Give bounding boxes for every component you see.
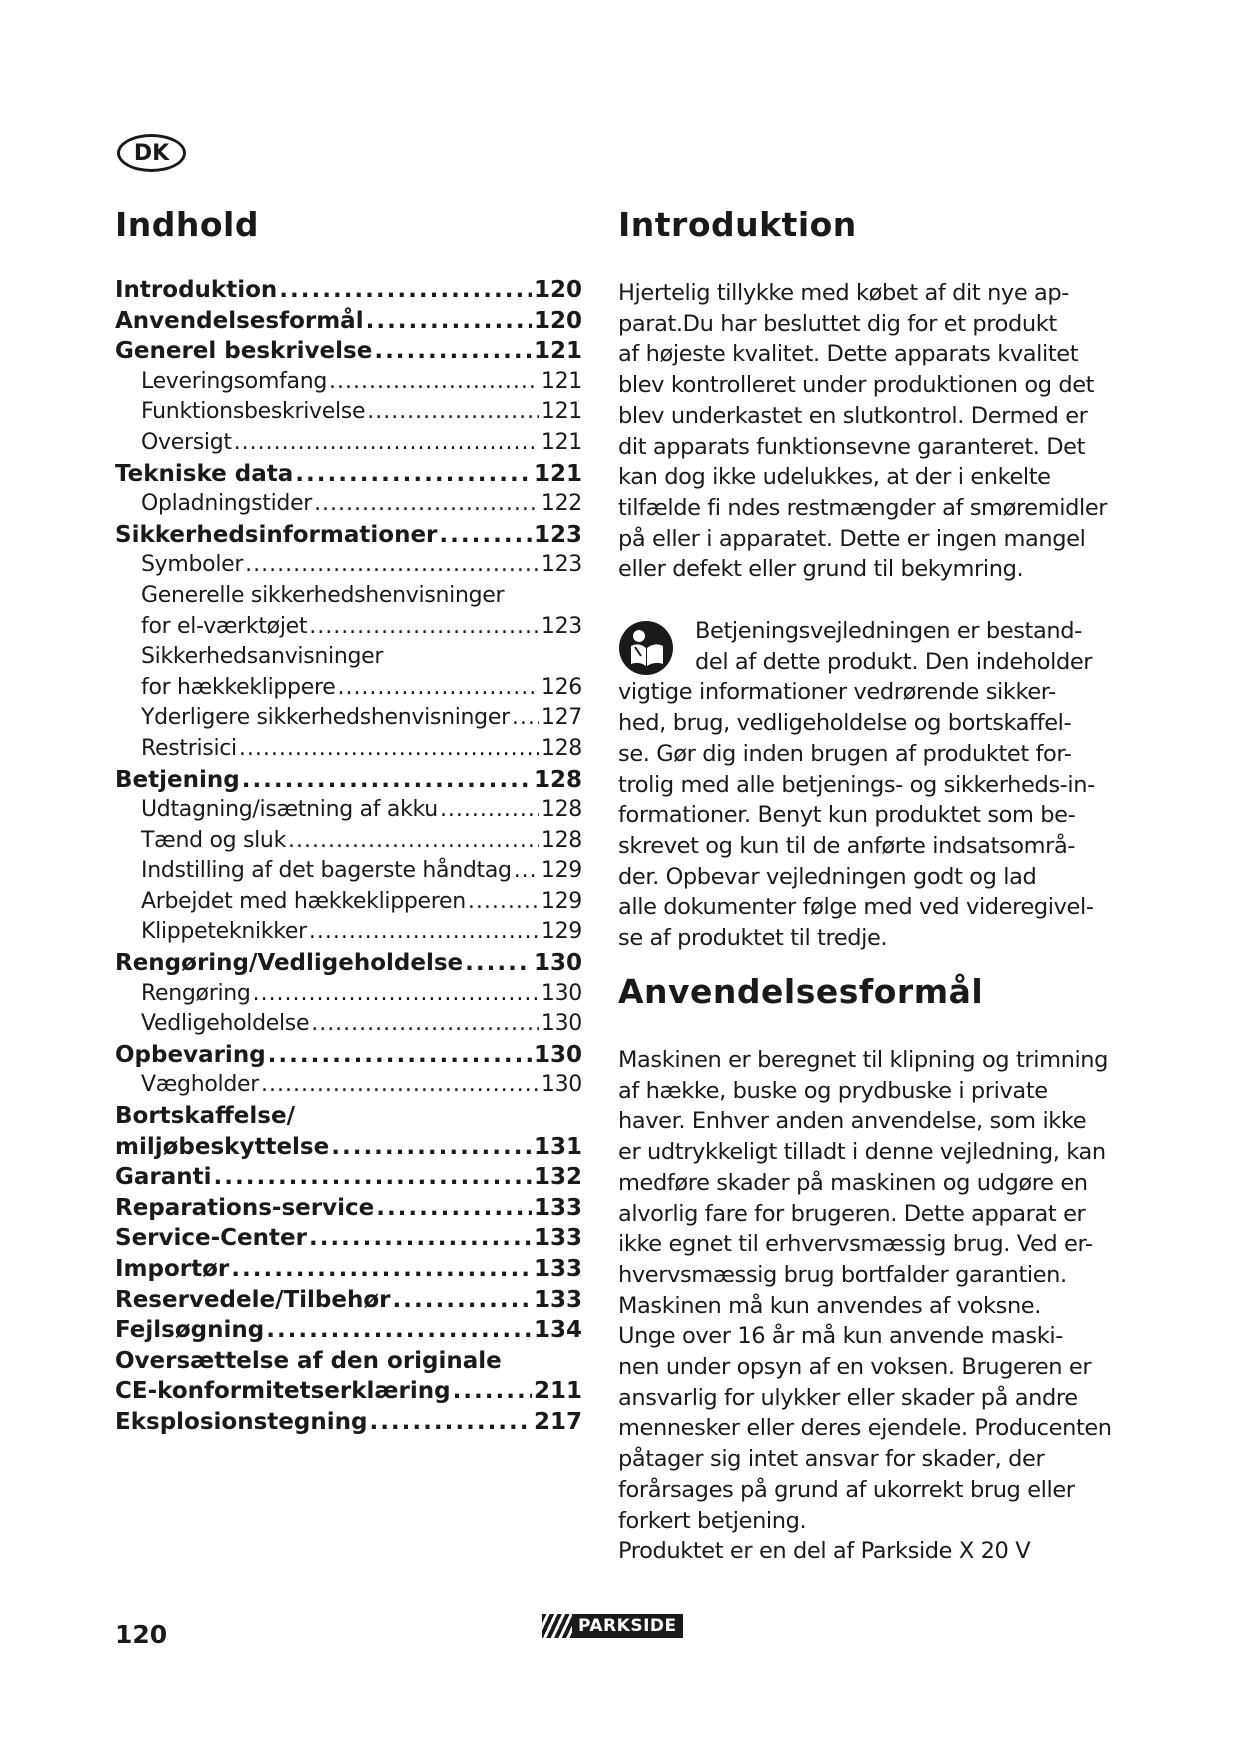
text-line: trolig med alle betjenings- og sikkerheds-in-	[618, 771, 1095, 798]
toc-entry-label: Opbevaring	[115, 1041, 266, 1068]
toc-leader-dots	[234, 430, 539, 455]
toc-entry-label: Generel beskrivelse	[115, 338, 373, 365]
toc-entry	[115, 399, 582, 430]
text-line: hvervsmæssig brug bortfalder garantien.	[618, 1261, 1067, 1288]
toc-leader-dots	[331, 1134, 532, 1160]
toc-entry-label: Yderligere sikkerhedshenvisninger	[141, 705, 510, 731]
toc-entry-page: 217	[533, 1408, 582, 1435]
toc-entry	[115, 705, 582, 736]
toc-entry	[115, 950, 582, 981]
toc-entry	[115, 675, 582, 706]
toc-leader-dots	[453, 1378, 532, 1404]
toc-leader-dots	[261, 1072, 539, 1097]
text-line: parat.Du har besluttet dig for et produkt	[618, 310, 1057, 337]
toc-entry-label: for el-værktøjet	[141, 613, 308, 639]
toc-entry	[115, 889, 582, 920]
toc-entry-label: Rengøring	[141, 980, 251, 1006]
text-line: alle dokumenter følge med ved videregivel-	[618, 894, 1094, 921]
text-line: medføre skader på maskinen og udgøre en	[618, 1169, 1088, 1196]
toc-entry-page: 130	[540, 1011, 582, 1037]
toc-leader-dots	[266, 1317, 532, 1343]
text-line: Maskinen må kun anvendes af voksne.	[618, 1292, 1042, 1319]
toc-entry	[115, 644, 582, 675]
brand-logo	[542, 1614, 683, 1638]
toc-entry-label: Reservedele/Tilbehør	[115, 1286, 391, 1313]
toc-entry-label: Klippeteknikker	[141, 919, 307, 945]
text-line: ikke egnet til erhvervsmæssig brug. Ved er-	[618, 1231, 1093, 1258]
toc-entry	[115, 430, 582, 461]
text-line: mennesker eller deres ejendele. Producenten	[618, 1415, 1112, 1442]
toc-leader-dots	[376, 1195, 532, 1221]
toc-entry	[115, 308, 582, 339]
text-line: se af produktet til tredje.	[618, 925, 888, 952]
toc-entry-label: Restrisici	[141, 735, 237, 761]
toc-entry-label: Vedligeholdelse	[141, 1011, 310, 1037]
toc-entry	[115, 552, 582, 583]
toc-entry	[115, 736, 582, 767]
toc-leader-dots	[288, 828, 539, 853]
toc-entry	[115, 1011, 582, 1042]
toc-leader-dots	[314, 491, 539, 516]
toc-entry-label: Service-Center	[115, 1225, 307, 1252]
toc-entry-label: Generelle sikkerhedshenvisninger	[141, 582, 505, 608]
toc-leader-dots	[374, 338, 532, 364]
manual-notice-text	[618, 616, 1098, 954]
toc-entry	[115, 277, 582, 308]
toc-entry-page: 121	[533, 338, 582, 365]
text-line: se. Gør dig inden brugen af produktet for-	[618, 740, 1072, 767]
toc-entry	[115, 767, 582, 798]
toc-entry-page: 133	[533, 1286, 582, 1313]
toc-entry	[115, 1042, 582, 1073]
toc-entry-label: Vægholder	[141, 1072, 259, 1098]
toc-entry	[115, 522, 582, 553]
toc-leader-dots	[393, 1287, 532, 1313]
toc-entry-page: 128	[540, 797, 582, 823]
toc-entry-page: 122	[540, 491, 582, 517]
toc-entry	[115, 797, 582, 828]
toc-entry-label: Udtagning/isætning af akku	[141, 797, 438, 823]
toc-entry-page: 128	[540, 735, 582, 761]
toc-entry-page: 128	[533, 766, 582, 793]
toc-entry-label: Symboler	[141, 552, 244, 578]
toc-entry-page: 123	[533, 521, 582, 548]
toc-leader-dots	[309, 1225, 532, 1251]
toc-leader-dots	[367, 399, 539, 424]
toc-entry-label: Anvendelsesformål	[115, 307, 364, 334]
text-line: alvorlig fare for brugeren. Dette apparat er	[618, 1200, 1086, 1227]
toc-entry	[115, 369, 582, 400]
toc-entry-page: 130	[533, 1041, 582, 1068]
toc-leader-dots	[239, 736, 539, 761]
toc-entry	[115, 338, 582, 369]
toc-entry	[115, 1134, 582, 1165]
text-line: tilfælde fi ndes restmængder af smøremidler	[618, 494, 1108, 521]
toc-entry	[115, 1164, 582, 1195]
toc-entry	[115, 461, 582, 492]
toc-leader-dots	[311, 1011, 539, 1036]
toc-entry-page: 120	[533, 277, 582, 303]
toc-entry	[115, 1287, 582, 1318]
toc-entry-label: Reparations-service	[115, 1194, 375, 1221]
toc-entry	[115, 1317, 582, 1348]
toc-leader-dots	[242, 767, 532, 793]
toc-entry-page: 121	[533, 460, 582, 487]
toc-entry-label: Indstilling af det bagerste håndtag	[141, 858, 512, 884]
toc-entry-page: 130	[533, 950, 582, 977]
text-line: forårsages på grund af ukorrekt brug eller	[618, 1476, 1075, 1503]
toc-entry-label: Eksplosionstegning	[115, 1408, 368, 1435]
toc-entry-label: Sikkerhedsinformationer	[115, 521, 438, 548]
toc-leader-dots	[465, 950, 532, 976]
introduction-title: Introduktion	[618, 205, 857, 244]
toc-entry-label: Bortskaffelse/	[115, 1103, 295, 1130]
toc-leader-dots	[468, 889, 539, 914]
brand-name: PARKSIDE	[578, 1616, 677, 1636]
text-line: på eller i apparatet. Dette er ingen mangel	[618, 525, 1086, 552]
table-of-contents	[115, 277, 582, 1440]
text-line: Hjertelig tillykke med købet af dit nye ap-	[618, 280, 1070, 306]
introduction-paragraph	[618, 278, 1108, 585]
toc-leader-dots	[439, 522, 532, 548]
toc-leader-dots	[329, 369, 539, 394]
toc-entry-page: 134	[533, 1317, 582, 1344]
toc-leader-dots	[245, 552, 539, 577]
toc-entry-page: 130	[540, 1072, 582, 1098]
text-line: blev kontrolleret under produktionen og det	[618, 372, 1095, 399]
toc-entry-page: 211	[533, 1378, 582, 1405]
text-line: nen under opsyn af en voksen. Brugeren er	[618, 1354, 1092, 1381]
toc-entry	[115, 858, 582, 889]
text-line: ansvarlig for ulykker eller skader på andre	[618, 1384, 1078, 1411]
text-line: forkert betjening.	[618, 1507, 807, 1534]
toc-entry	[115, 1256, 582, 1287]
toc-entry-label: for hækkeklippere	[141, 674, 336, 700]
toc-entry-page: 133	[533, 1256, 582, 1282]
intended-use-title: Anvendelsesformål	[618, 972, 984, 1011]
read-manual-icon	[618, 620, 674, 676]
toc-entry	[115, 1378, 582, 1409]
text-line: skrevet og kun til de anførte indsatsområ-	[618, 832, 1076, 859]
toc-entry	[115, 583, 582, 614]
toc-entry-label: Opladningstider	[141, 491, 313, 517]
toc-entry-label: Tekniske data	[115, 460, 294, 487]
toc-entry-page: 133	[533, 1194, 582, 1221]
toc-entry-label: miljøbeskyttelse	[115, 1133, 330, 1160]
text-line: dit apparats funktionsevne garanteret. Det	[618, 433, 1086, 460]
intended-use-paragraph	[618, 1045, 1112, 1567]
toc-entry	[115, 1195, 582, 1226]
toc-entry-page: 131	[533, 1133, 582, 1160]
toc-entry-label: Funktionsbeskrivelse	[141, 399, 366, 425]
toc-entry-page: 121	[540, 429, 582, 455]
toc-leader-dots	[295, 461, 532, 487]
toc-leader-dots	[514, 858, 539, 883]
text-line: der. Opbevar vejledningen godt og lad	[618, 863, 1037, 890]
toc-entry-page: 123	[540, 552, 582, 578]
toc-entry	[115, 919, 582, 950]
toc-entry-label: CE-konformitetserklæring	[115, 1378, 451, 1405]
toc-leader-dots	[512, 705, 539, 730]
text-line: af højeste kvalitet. Dette apparats kvalitet	[618, 341, 1079, 368]
toc-leader-dots	[309, 614, 539, 639]
toc-entry-label: Oversigt	[141, 429, 232, 455]
toc-entry-label: Introduktion	[115, 277, 278, 303]
toc-entry-page: 121	[540, 368, 582, 394]
toc-entry-page: 123	[540, 613, 582, 639]
toc-entry-label: Leveringsomfang	[141, 368, 328, 394]
toc-leader-dots	[214, 1164, 532, 1190]
text-line: eller defekt eller grund til bekymring.	[618, 556, 1024, 583]
text-line: Produktet er en del af Parkside X 20 V	[618, 1538, 1031, 1565]
toc-entry	[115, 1348, 582, 1379]
text-line: vigtige informationer vedrørende sikker-	[618, 679, 1056, 706]
toc-leader-dots	[440, 797, 539, 822]
toc-entry-page: 129	[540, 858, 582, 884]
toc-title: Indhold	[115, 205, 259, 244]
manual-notice	[618, 616, 1098, 954]
toc-leader-dots	[369, 1409, 532, 1435]
toc-entry-label: Tænd og sluk	[141, 827, 287, 853]
toc-entry-page: 132	[533, 1164, 582, 1191]
toc-entry	[115, 1225, 582, 1256]
toc-entry-page: 126	[540, 674, 582, 700]
toc-entry	[115, 1409, 582, 1440]
toc-entry	[115, 1072, 582, 1103]
toc-leader-dots	[337, 675, 538, 700]
toc-entry-page: 129	[540, 888, 582, 914]
toc-entry-page: 130	[540, 980, 582, 1006]
page-number: 120	[115, 1620, 168, 1649]
text-line: kan dog ikke udelukkes, at der i enkelte	[618, 464, 1051, 491]
toc-entry-label: Importør	[115, 1256, 230, 1282]
toc-entry-label: Arbejdet med hækkeklipperen	[141, 888, 466, 914]
toc-entry	[115, 614, 582, 645]
text-line: af hække, buske og prydbuske i private	[618, 1077, 1048, 1104]
toc-entry-label: Fejlsøgning	[115, 1317, 265, 1344]
brand-stripes	[542, 1614, 572, 1638]
toc-leader-dots	[253, 981, 539, 1006]
text-line: del af dette produkt. Den indeholder	[695, 648, 1093, 675]
toc-entry	[115, 1103, 582, 1134]
toc-entry	[115, 828, 582, 859]
toc-entry-label: Betjening	[115, 766, 240, 793]
text-line: Maskinen er beregnet til klipning og trimning	[618, 1047, 1109, 1073]
text-line: er udtrykkeligt tilladt i denne vejledning, kan	[618, 1139, 1106, 1166]
text-line: Unge over 16 år må kun anvende maski-	[618, 1323, 1063, 1350]
toc-entry-page: 129	[540, 919, 582, 945]
text-line: Betjeningsvejledningen er bestand-	[695, 618, 1082, 644]
text-line: haver. Enhver anden anvendelse, som ikke	[618, 1108, 1087, 1135]
toc-entry-page: 121	[540, 399, 582, 425]
toc-leader-dots	[268, 1042, 532, 1068]
text-line: påtager sig intet ansvar for skader, der	[618, 1446, 1045, 1473]
language-badge: DK	[117, 134, 186, 172]
toc-entry-page: 133	[533, 1225, 582, 1252]
toc-entry-page: 128	[540, 827, 582, 853]
toc-entry-label: Rengøring/Vedligeholdelse	[115, 950, 464, 977]
text-line: hed, brug, vedligeholdelse og bortskaffel-	[618, 710, 1072, 737]
toc-entry	[115, 491, 582, 522]
toc-entry-page: 120	[533, 307, 582, 334]
toc-leader-dots	[279, 277, 532, 303]
text-line: formationer. Benyt kun produktet som be-	[618, 802, 1076, 829]
toc-leader-dots	[366, 308, 532, 334]
toc-entry-label: Sikkerhedsanvisninger	[141, 644, 384, 670]
toc-entry	[115, 981, 582, 1012]
toc-entry-page: 127	[540, 705, 582, 731]
toc-leader-dots	[309, 919, 539, 944]
text-line: blev underkastet en slutkontrol. Dermed er	[618, 402, 1088, 429]
toc-leader-dots	[231, 1256, 532, 1282]
toc-entry-label: Oversættelse af den originale	[115, 1347, 502, 1374]
toc-entry-label: Garanti	[115, 1164, 212, 1191]
